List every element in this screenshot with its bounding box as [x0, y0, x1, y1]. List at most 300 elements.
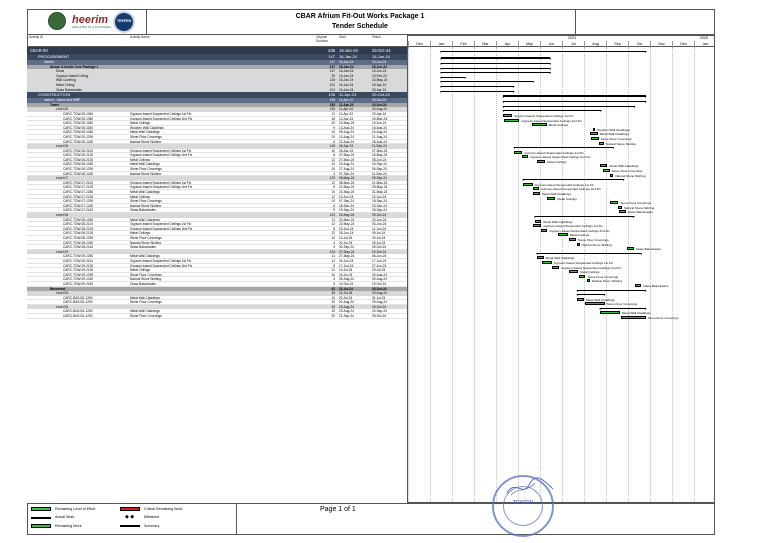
cell-start: 03-Jun-24 [339, 226, 354, 231]
summary-bar[interactable] [503, 100, 648, 104]
summary-end-marker-icon: ▼ [512, 85, 516, 89]
cell-dur: 9 [333, 208, 335, 213]
month-header: Jan [430, 41, 452, 48]
gantt-bar[interactable] [590, 132, 598, 135]
gantt-bar[interactable] [610, 201, 618, 204]
gantt-bar-label: Gypsum-based Suspended Ceilings 2nd Fix [549, 228, 610, 233]
cell-start: 22-Jul-24 [339, 291, 353, 296]
cell-start: 05-Aug-24 [339, 277, 354, 282]
cell-fin: 22-Jun-24 [372, 194, 387, 199]
cell-fin: 06-Sep-24 [372, 167, 387, 172]
gantt-bar[interactable] [610, 174, 613, 177]
month-header: Nov [650, 41, 672, 48]
cell-start: 08-May-24 [339, 176, 355, 181]
cell-name: Metal Ceilings [130, 157, 151, 162]
cell-name: Metal Wall Claddings [130, 190, 160, 195]
gantt-bar[interactable] [533, 224, 541, 227]
summary-bar[interactable] [537, 253, 641, 255]
cell-id: CARC-TOW-08-2140 [63, 245, 94, 250]
gantt-bar[interactable] [587, 279, 590, 282]
gantt-bar[interactable] [532, 123, 547, 126]
cell-dur: 10 [331, 162, 335, 167]
summary-end-marker-icon: ▼ [633, 105, 637, 109]
summary-bar[interactable] [441, 81, 533, 83]
gantt-bar-label: Stone Floor Coverings [587, 274, 619, 279]
legend-swatch-summary [120, 525, 140, 527]
gantt-bar-label: Natural Stone Skirting [581, 242, 612, 247]
cell-name: Stone Floor Coverings [130, 235, 162, 240]
gantt-bar[interactable] [593, 128, 595, 131]
cell-id: CARC-TOW-09-1260 [63, 254, 94, 259]
cell-dur: 8 [333, 185, 335, 190]
cell-fin: 17-Jun-24 [372, 258, 387, 263]
cell-dur: 12 [331, 258, 335, 263]
summary-bar[interactable] [441, 91, 514, 93]
summary-bar[interactable] [503, 110, 601, 112]
cell-start: 11-Apr-24 [339, 107, 353, 112]
cell-name: Stone Floor Coverings [130, 300, 162, 305]
gantt-bar[interactable] [600, 311, 620, 314]
cell-name: Stone Floor Coverings [130, 134, 162, 139]
cell-dur: 239 [328, 48, 335, 53]
cell-fin: 18-Sep-24 [372, 199, 387, 204]
gantt-chart [407, 35, 715, 503]
cell-start: 16-Jan-24 [339, 82, 354, 87]
cell-dur: 10 [331, 272, 335, 277]
cell-dur: 12 [331, 157, 335, 162]
gantt-bar[interactable] [577, 298, 584, 301]
cell-fin: 31-Jul-24 [372, 295, 386, 300]
gantt-bar[interactable] [535, 220, 542, 223]
gantt-year-label: 2024 [568, 36, 576, 40]
gantt-bar-label: Metal Wall Claddings [542, 191, 571, 196]
cell-dur: 135 [329, 107, 335, 112]
cell-dur: 35 [331, 73, 335, 78]
cell-id: Level 07 [56, 176, 69, 181]
cell-start: 10-Oct-24 [339, 281, 354, 286]
summary-bar[interactable] [503, 95, 645, 97]
cell-name: Gypsum-based Suspended Ceilings 1st Fix [130, 148, 192, 153]
summary-bar[interactable] [441, 68, 550, 70]
gantt-bar[interactable] [635, 284, 642, 287]
summary-bar[interactable] [514, 147, 613, 149]
cell-id: CARC-BAS-B1-1260 [63, 309, 93, 314]
summary-end-marker-icon: ▼ [548, 67, 552, 71]
cell-start: 16-Jan-24 [339, 73, 354, 78]
gantt-bar[interactable] [599, 142, 603, 145]
cell-id: CARC-TOW-06-1260 [63, 162, 94, 167]
cell-name: Wooden Wall Claddings [130, 125, 164, 130]
cell-id: CARC-TOW-09-2140 [63, 281, 94, 286]
gantt-bar[interactable] [537, 160, 545, 163]
cell-start: 27-May-24 [339, 157, 355, 162]
summary-start-marker-icon: ▼ [439, 76, 443, 80]
cell-id: CARC-TOW-07-2130 [63, 194, 94, 199]
cell-id: Basement [50, 286, 66, 291]
cell-id: CARC-TOW-07-1260 [63, 190, 94, 195]
cell-fin: 24-Aug-24 [372, 107, 387, 112]
cell-start: 07-May-24 [339, 153, 355, 158]
wbs-row[interactable] [27, 47, 407, 54]
cell-start: 21-May-24 [339, 190, 355, 195]
gantt-bar[interactable] [569, 238, 576, 241]
summary-start-marker-icon: ▼ [439, 90, 443, 94]
cell-name: Gypsum-based Suspended Ceilings 2nd Fix [130, 263, 193, 268]
gantt-bar-label: Glass Balustrades [627, 209, 653, 214]
cell-id: CARC-TOW-05-1150 [63, 125, 93, 130]
summary-bar[interactable] [441, 86, 514, 88]
table-row[interactable] [27, 314, 407, 319]
gantt-bar[interactable] [591, 137, 599, 140]
cell-fin: 09-Jul-24 [372, 231, 386, 236]
cell-id: CARC-TOW-09-1290 [63, 272, 94, 277]
gantt-bar[interactable] [523, 183, 533, 186]
footer-box [237, 503, 715, 535]
cell-dur: 12 [331, 222, 335, 227]
cell-id: CARC-TOW-06-2120 [63, 153, 94, 158]
cell-fin: 03-Jun-24 [372, 217, 387, 222]
gantt-bar-label: Natural Stone Skirting [615, 173, 646, 178]
cell-name: Stone Floor Coverings [130, 314, 162, 319]
cell-id: CARC-TOW-05-1290 [63, 134, 94, 139]
gantt-bar[interactable] [541, 229, 547, 232]
month-gridline [430, 48, 431, 502]
gantt-bar[interactable] [533, 187, 539, 190]
legend-summary: Summary [144, 524, 160, 528]
cell-start: 19-Sep-24 [339, 208, 354, 213]
cell-fin: 15-Jun-24 [372, 60, 387, 64]
cell-id: CARC-TOW-08-1420 [63, 240, 94, 245]
summary-bar[interactable] [441, 72, 550, 74]
gantt-bar[interactable] [627, 247, 634, 250]
gantt-bar[interactable] [504, 119, 519, 122]
summary-start-marker-icon: ▼ [512, 146, 516, 150]
gantt-bar[interactable] [542, 261, 552, 264]
cell-dur: 30 [331, 304, 335, 309]
cell-name: Gypsum-based Suspended Ceilings 1st Fix [130, 222, 192, 227]
summary-end-marker-icon: ▼ [548, 56, 552, 61]
cell-start: 16-Jan-24 [339, 48, 358, 53]
gantt-bar[interactable] [514, 151, 522, 154]
cell-name: Metal Wall Claddings [130, 254, 160, 259]
cell-name: Gypsum-based Suspended Ceilings 2nd Fix [130, 153, 193, 158]
legend-actual: Actual Work [55, 515, 75, 519]
cell-dur: 61 [331, 286, 335, 291]
cell-id: Level 05 [56, 107, 69, 112]
summary-bar[interactable] [441, 77, 465, 79]
cell-fin: 21-May-24 [372, 180, 388, 185]
cell-start: 22-Jul-24 [339, 295, 353, 300]
gantt-bar[interactable] [503, 114, 512, 117]
cell-dur: 4 [333, 277, 335, 282]
month-gridline [672, 48, 673, 502]
cell-dur: 6 [333, 139, 335, 144]
cell-start: 16-Jan-24 [339, 60, 354, 64]
cell-name: Gypsum-based Suspended Ceilings 1st Fix [130, 258, 192, 263]
cell-dur: 11 [331, 254, 335, 259]
month-gridline [496, 48, 497, 502]
gantt-bar-label: Gypsum-based Suspended Ceilings 1st Fix [514, 113, 574, 118]
gantt-bar-label: Stone Floor Coverings [647, 315, 679, 320]
gantt-year-next-label: 2025 [700, 36, 708, 40]
cell-dur: 124 [329, 249, 335, 254]
cell-dur: 10 [331, 167, 335, 172]
cell-start: 24-May-24 [339, 217, 355, 222]
month-gridline [694, 48, 695, 502]
gantt-bar-label: Glass Balustrades [635, 246, 661, 251]
cell-id: CARC-TOW-07-1420 [63, 203, 94, 208]
summary-bar[interactable] [441, 63, 550, 65]
cell-name: Metal Wall Claddings [130, 295, 160, 300]
gantt-bar[interactable] [547, 197, 556, 200]
legend-milestone: Milestone [144, 515, 160, 519]
summary-end-marker-icon: ▼ [512, 90, 516, 94]
gantt-bar-label: Metal Ceilings [547, 159, 567, 164]
cell-name: Metal Ceilings [130, 268, 151, 273]
cell-fin: 28-Sep-24 [372, 208, 387, 213]
gantt-bar-label: Metal Wall Claddings [586, 297, 615, 302]
gantt-bar-label: Gypsum-based Suspended Ceilings 2nd Fix [561, 265, 622, 270]
gantt-bar[interactable] [577, 243, 579, 246]
legend-swatch-loe [31, 507, 51, 511]
gantt-bar-label: Stone Floor Coverings [600, 136, 632, 141]
summary-bar[interactable] [523, 178, 626, 182]
col-start: Start [339, 35, 346, 39]
gantt-bar[interactable] [603, 169, 610, 172]
summary-bar[interactable] [600, 307, 648, 311]
cell-start: 16-Jan-24 [339, 64, 354, 69]
cell-id: Interior [44, 60, 54, 64]
heerim-logo-subtitle: ARCHITECTS & PLANNERS [72, 25, 112, 29]
cell-id: CARC-TOW-05-1420 [63, 139, 94, 144]
cell-start: 11-Apr-24 [339, 98, 353, 103]
page-number: Page 1 of 1 [320, 506, 356, 513]
cell-dur: 147 [329, 64, 335, 69]
cell-name: Metal Wall Claddings [130, 309, 160, 314]
cell-fin: 23-Apr-24 [372, 111, 387, 116]
tekfen-logo-text: TEKFEN [117, 19, 131, 23]
summary-bar[interactable] [535, 216, 634, 218]
month-gridline [474, 48, 475, 502]
cell-id: Level B2 [56, 291, 69, 296]
cell-dur: 198 [328, 92, 335, 98]
legend-critical: Critical Remaining Work [144, 507, 183, 511]
gantt-bar-label: Gypsum-based Suspended Ceilings 2nd Fix [540, 186, 601, 191]
cell-id: CONSTRUCTION [38, 92, 71, 98]
cell-fin: 25-Oct-24 [372, 304, 387, 309]
summary-end-marker-icon: ▼ [548, 62, 552, 66]
gantt-bar[interactable] [585, 302, 605, 305]
cell-name: Natural Stone Skirting [130, 203, 162, 208]
cell-fin: 03-May-24 [372, 116, 388, 121]
cell-id: CARC-TOW-09-2130 [63, 268, 94, 273]
cell-id: Glass Balustrades [56, 87, 82, 92]
cell-id: CARC-TOW-06-1420 [63, 171, 94, 176]
cell-fin: 31-May-24 [372, 190, 388, 195]
summary-bar[interactable] [503, 105, 637, 109]
legend-remaining: Remaining Work [55, 524, 82, 528]
cell-id: Interior - Atrium and WBP [44, 98, 81, 103]
cell-id: CARC-TOW-06-1290 [63, 167, 94, 172]
cell-id: CARC-BAS-B1-1290 [63, 314, 93, 319]
summary-start-marker-icon: ▼ [521, 178, 525, 182]
legend-loe: Remaining Level of Effort [55, 507, 96, 511]
summary-bar[interactable] [577, 289, 648, 293]
cell-fin: 09-Oct-24 [372, 213, 387, 217]
summary-bar[interactable] [441, 57, 550, 59]
cell-start: 26-Apr-24 [339, 148, 354, 153]
summary-start-marker-icon: ▼ [439, 62, 443, 66]
cell-name: Gypsum-based Suspended Ceilings 1st Fix [130, 180, 192, 185]
summary-end-marker-icon: ▼ [639, 252, 643, 256]
summary-end-marker-icon: ▼ [622, 178, 626, 182]
month-header: Jun [540, 41, 562, 48]
cell-id: CARC-TOW-05-1180 [63, 121, 93, 126]
cell-dur: 183 [329, 102, 335, 107]
summary-end-marker-icon: ▼ [603, 293, 607, 297]
cell-id: CARC-TOW-08-2120 [63, 226, 94, 231]
summary-end-marker-icon: ▼ [463, 76, 467, 80]
cell-dur: 12 [331, 111, 335, 116]
cell-dur: 122 [329, 213, 335, 217]
cell-id: PROCUREMENT [38, 54, 70, 59]
cell-id: CARC-TOW-05-1260 [63, 130, 94, 135]
cell-id: CARC-TOW-09-2120 [63, 263, 94, 268]
cell-name: Metal Wall Claddings [130, 130, 160, 135]
gantt-bar[interactable] [600, 164, 607, 167]
gantt-bar[interactable] [579, 275, 586, 278]
summary-end-marker-icon: ▼ [644, 289, 648, 293]
month-header: Sep [606, 41, 628, 48]
cell-start: 26-Apr-24 [339, 144, 354, 149]
cell-start: 23-Aug-24 [339, 162, 354, 167]
cell-start: 11-Apr-24 [339, 111, 353, 116]
summary-bar[interactable] [441, 51, 646, 53]
month-gridline [628, 48, 629, 502]
summary-start-marker-icon: ▼ [439, 80, 443, 84]
cell-dur: 25 [331, 309, 335, 314]
cell-dur: 20 [331, 300, 335, 305]
gantt-bar[interactable] [618, 206, 622, 209]
cell-id: Level 06 [56, 144, 69, 149]
cell-dur: 123 [329, 176, 335, 181]
cell-start: 21-Sep-24 [339, 314, 354, 319]
summary-end-marker-icon: ▼ [644, 307, 648, 311]
cell-name: Gypsum-based Suspended Ceilings 2nd Fix [130, 226, 193, 231]
cell-dur: 10 [331, 148, 335, 153]
cell-name: Glass Balustrades [130, 245, 156, 250]
cell-start: 11-Apr-24 [339, 92, 357, 98]
cell-id: Metal Ceiling [56, 82, 75, 87]
cell-start: 22-Jul-24 [339, 240, 353, 245]
gantt-bar-label: Gypsum-based Suspended Ceilings 1st Fix [524, 150, 584, 155]
cell-fin: 09-Aug-24 [372, 277, 387, 282]
cell-id: CARC-BAS-B2-1260 [63, 295, 93, 300]
cell-dur: 8 [333, 263, 335, 268]
cell-fin: 25-Oct-24 [372, 98, 387, 103]
cell-id: CARC-TOW-07-2120 [63, 185, 94, 190]
cell-start: 07-Sep-24 [339, 171, 354, 176]
cell-dur: 8 [333, 153, 335, 158]
cell-fin: 11-Sep-24 [372, 171, 387, 176]
summary-start-marker-icon: ▼ [501, 105, 505, 109]
summary-start-marker-icon: ▼ [439, 50, 443, 54]
gantt-bar[interactable] [537, 256, 544, 259]
cell-fin: 23-Jul-24 [372, 268, 386, 273]
cell-dur: 12 [331, 194, 335, 199]
cell-fin: 03-Sep-24 [372, 162, 387, 167]
cell-id: CARC-TOW-08-2110 [63, 222, 93, 227]
col-finish: Finish [372, 35, 381, 39]
gantt-bar-label: Metal Ceilings [548, 122, 569, 127]
gantt-bar[interactable] [569, 270, 579, 273]
summary-start-marker-icon: ▼ [501, 109, 505, 113]
cell-fin: 03-Aug-24 [372, 272, 387, 277]
cell-id: Level 08 [56, 213, 69, 217]
gantt-bar-label: Wooden Wall Claddings [597, 127, 630, 132]
cell-fin: 25-Oct-24 [372, 92, 390, 98]
gantt-bar[interactable] [619, 210, 626, 213]
cell-start: 10-Aug-24 [339, 134, 354, 139]
cell-dur: 10 [331, 130, 335, 135]
cell-fin: 10-Jun-24 [372, 121, 387, 126]
cell-start: 26-Jun-24 [339, 231, 354, 236]
cell-start: 18-Sep-24 [339, 203, 354, 208]
col-duration: Original Duration [316, 35, 329, 43]
cell-start: 04-Jun-24 [339, 258, 354, 263]
gantt-bar[interactable] [552, 266, 559, 269]
cell-name: Natural Stone Skirting [130, 240, 162, 245]
cell-start: 12-Apr-24 [339, 116, 354, 121]
cell-fin: 16-Aug-24 [372, 125, 387, 130]
cell-dur: 11 [331, 217, 335, 222]
cell-dur: 10 [331, 134, 335, 139]
legend-swatch-critical [120, 507, 140, 511]
cell-fin: 25-Apr-24 [372, 82, 387, 87]
cell-name: Stone Floor Coverings [130, 272, 162, 277]
gantt-bar[interactable] [522, 155, 528, 158]
cell-fin: 09-Oct-24 [372, 245, 387, 250]
month-header: Apr [496, 41, 518, 48]
cell-name: Metal Wall Claddings [130, 217, 160, 222]
gantt-bar[interactable] [621, 316, 646, 319]
summary-bar[interactable] [577, 293, 607, 297]
summary-start-marker-icon: ▼ [598, 307, 602, 311]
cell-start: 21-May-24 [339, 185, 355, 190]
summary-end-marker-icon: ▼ [644, 100, 648, 104]
gantt-bar[interactable] [533, 192, 540, 195]
cell-dur: 9 [333, 245, 335, 250]
gantt-bar[interactable] [558, 233, 568, 236]
cell-id: CARC-TOW-07-1290 [63, 199, 94, 204]
cell-id: CBAR-00 [30, 48, 48, 53]
cell-name: Natural Stone Skirting [130, 277, 162, 282]
summary-end-marker-icon: ▼ [599, 109, 603, 113]
gantt-bar-label: Glass Balustrades [643, 283, 669, 288]
gantt-bar-label: Stone Floor Coverings [620, 200, 652, 205]
cell-name: Gypsum-based Suspended Ceilings 1st Fix [130, 111, 192, 116]
gantt-bar-label: Stone Floor Coverings [577, 237, 609, 242]
month-header: Dec [672, 41, 694, 48]
cell-id: CARC-TOW-09-1420 [63, 277, 94, 282]
col-activity-id: Activity ID [29, 35, 44, 39]
cell-id: Wall Covering [56, 78, 76, 83]
activity-table [27, 47, 407, 319]
cell-start: 27-May-24 [339, 249, 355, 254]
cell-fin: 22-May-24 [372, 78, 388, 83]
summary-start-marker-icon: ▼ [533, 215, 537, 219]
cell-id: CARC-TOW-08-1260 [63, 217, 94, 222]
